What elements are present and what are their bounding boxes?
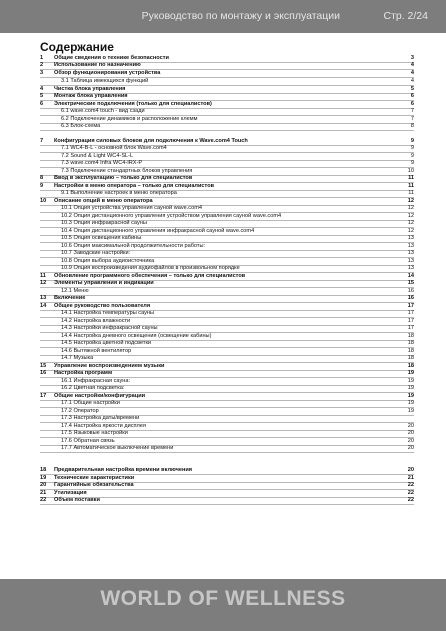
toc-row-number: 3	[40, 70, 44, 76]
toc-row-page: 18	[407, 340, 414, 346]
toc-row-page: 17	[407, 318, 414, 324]
toc-row-page: 12	[407, 198, 414, 204]
toc-row-page: 13	[407, 258, 414, 264]
toc-row-number: 2	[40, 62, 44, 68]
toc-row-number: 21	[40, 490, 47, 496]
toc-row-title: 14.5 Настройка цветной подсветки	[61, 340, 152, 346]
toc-row-title: Чистка блока управления	[54, 86, 126, 92]
toc-row-page: 22	[407, 497, 414, 503]
toc-row-title: 17.2 Оператор	[61, 408, 99, 414]
toc-row-page: 13	[407, 250, 414, 256]
toc-row-page: 16	[407, 295, 414, 301]
toc-row-title: Настройки в меню оператора – только для специалистов	[54, 183, 215, 189]
toc-row-number: 4	[40, 86, 44, 92]
toc-row-page: 19	[407, 378, 414, 384]
toc-row-title: Включение	[54, 295, 86, 301]
toc-row-title: Ввод в эксплуатацию – только для специалистов	[54, 175, 193, 181]
toc-row-title: Элементы управления и индикации	[54, 280, 154, 286]
toc-row-page: 7	[410, 116, 414, 122]
toc-row-title: 10.4 Опция дистанционного управления инфракрасной сауной wave.com4	[61, 228, 255, 234]
toc-row-page: 13	[407, 235, 414, 241]
toc-row-number: 13	[40, 295, 47, 301]
toc-row-title: Общие сведения о технике безопасности	[54, 55, 169, 61]
toc-row-title: 17.3 Настройка даты/времени	[61, 415, 140, 421]
toc-row-title: 10.2 Опция дистанционного управления устройством управления сауной wave.com4	[61, 213, 282, 219]
toc-row-title: 10.1 Опция устройства управления сауной wave.com4	[61, 205, 202, 211]
toc-row-page: 18	[407, 348, 414, 354]
toc-row-number: 9	[40, 183, 44, 189]
toc-row-number: 6	[40, 101, 44, 107]
toc-row-page: 22	[407, 482, 414, 488]
toc-row-page: 20	[407, 445, 414, 451]
toc-row-page: 9	[410, 160, 414, 166]
toc-row-number: 1	[40, 55, 44, 61]
toc-row-title: 6.1 wave.com4 touch - вид сзади	[61, 108, 145, 114]
toc-row-title: 14.7 Музыка	[61, 355, 94, 361]
toc-row-title: 10.9 Опция воспроизведения аудиофайлов в произвольном порядке	[61, 265, 240, 271]
toc-row-title: 7.3 wave.com4 Infra WC4-IRX-P	[61, 160, 143, 166]
toc-row-page: 14	[407, 273, 414, 279]
toc-row-title: Объем поставки	[54, 497, 100, 503]
toc-row-page: 12	[407, 228, 414, 234]
toc-row-page: 22	[407, 490, 414, 496]
toc-row-page: 18	[407, 355, 414, 361]
toc-row-number: 14	[40, 303, 47, 309]
toc-row-title: 14.6 Вытяжной вентилятор	[61, 348, 132, 354]
toc-row-page: 20	[407, 423, 414, 429]
toc-row-page: 12	[407, 213, 414, 219]
toc-row-page: 19	[407, 393, 414, 399]
toc-row-page: 3	[410, 55, 414, 61]
toc-row-number: 12	[40, 280, 47, 286]
toc-row-page: 4	[410, 78, 414, 84]
toc-row-title: 7.2 Sound & Light WC4-SL-L	[61, 153, 134, 159]
toc-row-title: 6.3 Блок-схема	[61, 123, 101, 129]
toc-row-title: Использование по назначению	[54, 62, 141, 68]
toc-row-page: 19	[407, 400, 414, 406]
toc-row-page: 18	[407, 363, 414, 369]
toc-divider	[40, 130, 414, 131]
page-number: Стр. 2/24	[383, 10, 428, 22]
brand-logo-text: WORLD OF WELLNESS	[100, 587, 346, 610]
toc-row-page: 19	[407, 408, 414, 414]
toc-row-title: 17.7 Автоматическое выключение времени	[61, 445, 174, 451]
page-footer	[0, 579, 446, 631]
document-title: Руководство по монтажу и эксплуатации	[141, 10, 340, 22]
toc-row-title: Гарантийные обязательства	[54, 482, 134, 488]
toc-row-title: 7.1 WC4-B-L - основной блок Wave.com4	[61, 145, 167, 151]
toc-divider	[40, 504, 414, 505]
toc-row-title: 6.2 Подключение динамиков и расположение клемм	[61, 116, 198, 122]
toc-row-title: Управление воспроизведением музыки	[54, 363, 165, 369]
toc-row-title: 14.4 Настройка дневного освещения (освещение кабины)	[61, 333, 212, 339]
toc-row-page: 15	[407, 280, 414, 286]
toc-row-page: 11	[408, 175, 414, 181]
toc-row-page: 12	[407, 220, 414, 226]
toc-row-title: 17.1 Общие настройки	[61, 400, 120, 406]
toc-row-page: 6	[410, 93, 414, 99]
toc-row-title: 7.3 Подключение стандартных блоков управления	[61, 168, 193, 174]
toc-row-title: 17.4 Настройка яркости дисплея	[61, 423, 146, 429]
toc-row-title: 14.2 Настройка влажности	[61, 318, 131, 324]
toc-row-page: 6	[410, 101, 414, 107]
toc-row-page: 21	[407, 475, 414, 481]
toc-row-page: 5	[410, 86, 414, 92]
toc-row-page: 20	[407, 430, 414, 436]
toc-row-page: 7	[410, 108, 414, 114]
toc-row-title: Описание опций в меню оператора	[54, 198, 153, 204]
toc-row-number: 19	[40, 475, 47, 481]
toc-row-page: 10	[407, 168, 414, 174]
toc-row-number: 7	[40, 138, 44, 144]
toc-row-page: 12	[407, 205, 414, 211]
toc-row-number: 10	[40, 198, 47, 204]
toc-row-title: 16.2 Цветная подсветка:	[61, 385, 125, 391]
toc-row-number: 16	[40, 370, 47, 376]
toc-row-number: 11	[40, 273, 46, 279]
toc-row-page: 13	[407, 265, 414, 271]
toc-row-page: 17	[407, 310, 414, 316]
toc-divider	[40, 452, 414, 453]
toc-row-page: 9	[410, 153, 414, 159]
toc-row-title: Электрические подключения (только для специалистов)	[54, 101, 212, 107]
toc-row-number: 5	[40, 93, 44, 99]
page-header	[0, 0, 446, 33]
toc-row-title: Утилизация	[54, 490, 87, 496]
toc-row-title: Настройка программ	[54, 370, 113, 376]
toc-row-number: 20	[40, 482, 47, 488]
toc-row-title: 17.6 Обратная связь	[61, 438, 115, 444]
toc-row-title: Общее руководство пользователя	[54, 303, 151, 309]
toc-row-page: 9	[410, 138, 414, 144]
toc-row-number: 8	[40, 175, 44, 181]
toc-row-page: 20	[407, 438, 414, 444]
toc-row-title: 10.3 Опция инфракрасной сауны	[61, 220, 147, 226]
toc-row-number: 22	[40, 497, 47, 503]
toc-row-title: 17.5 Языковые настройки	[61, 430, 128, 436]
toc-row-page: 19	[407, 370, 414, 376]
toc-row-title: 14.1 Настройка температуры сауны	[61, 310, 155, 316]
toc-row-title: Конфигурация силовых блоков для подключения к Wave.com4 Touch	[54, 138, 248, 144]
toc-row-page: 8	[410, 123, 414, 129]
toc-row-number: 15	[40, 363, 47, 369]
toc-row-page: 19	[407, 385, 414, 391]
toc-row-title: Общие настройки/конфигурации	[54, 393, 146, 399]
toc-row-page: 20	[407, 467, 414, 473]
toc-row-title: 10.6 Опция максимальной продолжительности работы:	[61, 243, 206, 249]
toc-row-number: 18	[40, 467, 47, 473]
toc-row-page: 11	[408, 183, 414, 189]
toc-row-title: 10.5 Опция освещения кабины	[61, 235, 142, 241]
toc-row-title: 16.1 Инфракрасная сауна:	[61, 378, 131, 384]
toc-row-title: Технические характеристики	[54, 475, 135, 481]
toc-row-page: 17	[407, 325, 414, 331]
toc-row-title: 14.3 Настройки инфракрасной сауны	[61, 325, 158, 331]
toc-row-title: 10.8 Опция выбора аудиоисточника	[61, 258, 155, 264]
toc-row-page: 18	[407, 333, 414, 339]
toc-row-page: 4	[410, 62, 414, 68]
toc-row-page: 4	[410, 70, 414, 76]
toc-row-page: 16	[407, 288, 414, 294]
toc-row-number: 17	[40, 393, 47, 399]
toc-row-page: 11	[408, 190, 414, 196]
toc-row-title: Обновление программного обеспечения – только для специалистов	[54, 273, 246, 279]
toc-row-title: Обзор функционирования устройства	[54, 70, 161, 76]
toc-row-title: 12.1 Меню	[61, 288, 89, 294]
toc-heading: Содержание	[40, 40, 114, 54]
toc-row-page: 13	[407, 243, 414, 249]
toc-row-title: Монтаж блока управления	[54, 93, 128, 99]
toc-row-title: 9.1 Выполнение настроек в меню оператора	[61, 190, 177, 196]
toc-row-page: 17	[407, 303, 414, 309]
toc-row-page: 9	[410, 145, 414, 151]
toc-row-title: 3.1 Таблица имеющихся функций	[61, 78, 149, 84]
toc-row-title: Предварительная настройка времени включения	[54, 467, 193, 473]
toc-row-title: 10.7 Заводские настройки:	[61, 250, 131, 256]
